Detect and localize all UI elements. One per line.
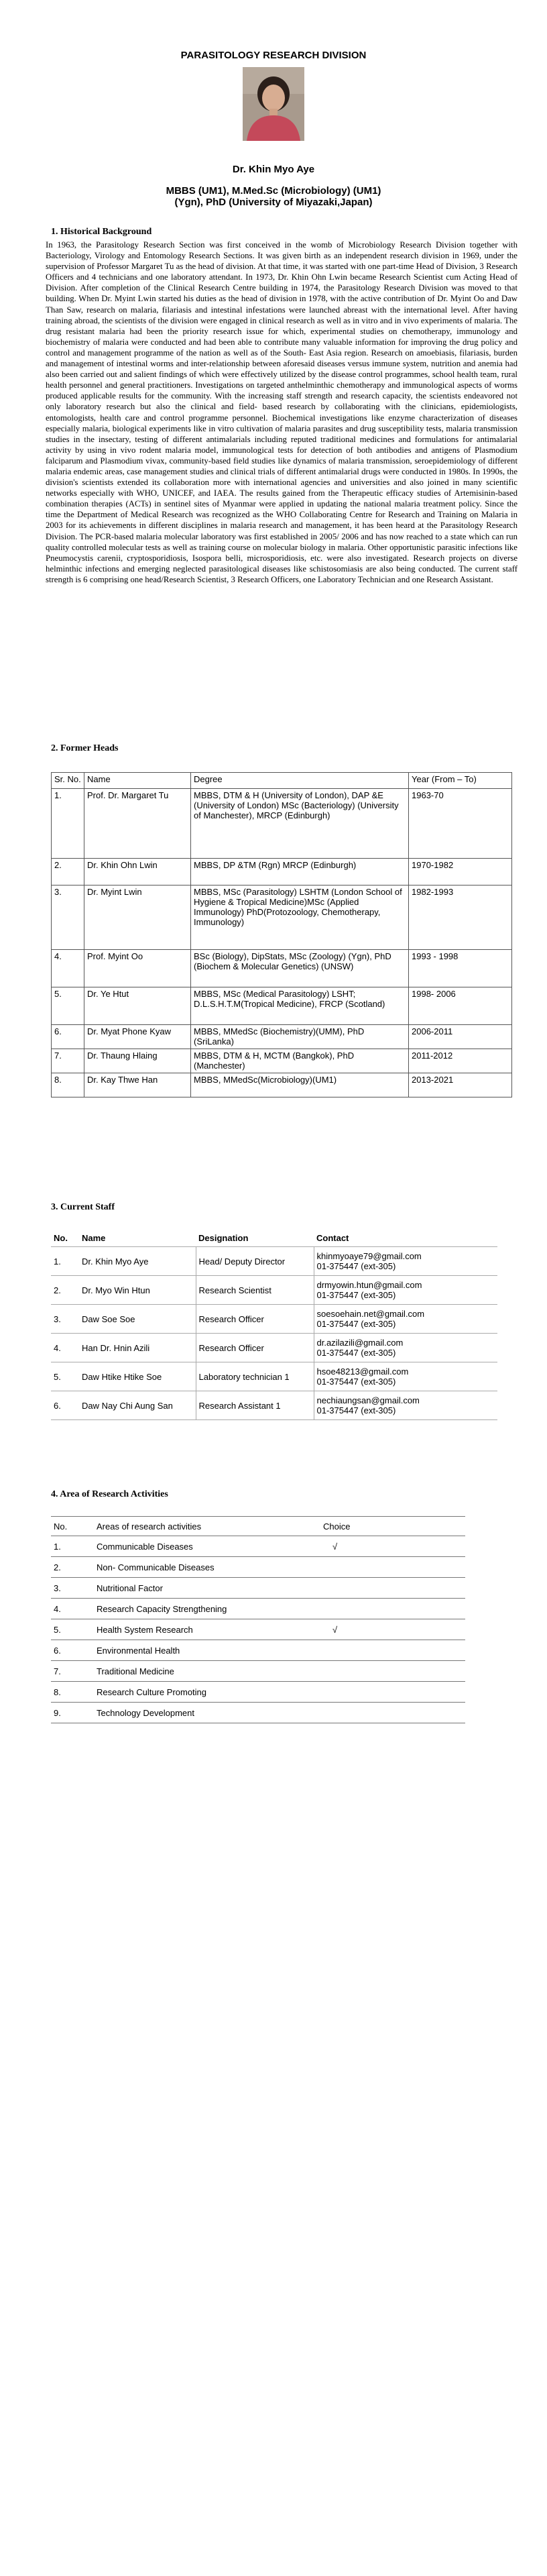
former-col-no: Sr. No. (52, 773, 84, 789)
former-head-row (52, 950, 512, 987)
research-area-row (51, 1661, 465, 1682)
staff-designation: Research Officer (196, 1334, 314, 1362)
research-areas-heading: 4. Area of Research Activities (51, 1489, 168, 1499)
former-name: Prof. Myint Oo (84, 950, 191, 987)
former-name: Prof. Dr. Margaret Tu (84, 789, 191, 859)
area-no: 9. (51, 1703, 94, 1723)
area-choice-mark (320, 1599, 465, 1619)
staff-row (51, 1305, 497, 1334)
staff-contact (314, 1247, 497, 1276)
research-area-row (51, 1682, 465, 1703)
areas-col-no: No. (51, 1517, 94, 1536)
staff-designation: Research Assistant 1 (196, 1391, 314, 1420)
area-name: Technology Development (94, 1703, 320, 1723)
portrait-photo (243, 67, 304, 141)
portrait-image (243, 67, 304, 141)
former-degree: MBBS, MSc (Parasitology) LSHTM (London School of Hygiene & Tropical Medicine)MSc (Applied Immunology) PhD(Protozoology, Chemotherapy, Immunology) (191, 885, 409, 950)
former-year: 2013-2021 (409, 1073, 512, 1097)
former-head-row (52, 885, 512, 950)
former-col-year: Year (From – To) (409, 773, 512, 789)
staff-phone: 01-375447 (ext-305) (316, 1290, 396, 1300)
former-name: Dr. Myat Phone Kyaw (84, 1025, 191, 1049)
former-head-row (52, 859, 512, 885)
former-col-degree: Degree (191, 773, 409, 789)
former-head-row (52, 1025, 512, 1049)
area-choice-mark (320, 1661, 465, 1682)
staff-name: Dr. Myo Win Htun (79, 1276, 196, 1305)
staff-name: Dr. Khin Myo Aye (79, 1247, 196, 1276)
area-no: 1. (51, 1536, 94, 1557)
former-degree: MBBS, DTM & H, MCTM (Bangkok), PhD (Manchester) (191, 1049, 409, 1073)
area-name: Environmental Health (94, 1640, 320, 1661)
history-heading: 1. Historical Background (51, 227, 152, 237)
former-heads-table (51, 772, 512, 1097)
area-choice-mark: √ (320, 1619, 465, 1640)
area-no: 3. (51, 1578, 94, 1599)
former-head-row (52, 789, 512, 859)
staff-row (51, 1362, 497, 1391)
area-name: Health System Research (94, 1619, 320, 1640)
research-areas-table (51, 1516, 465, 1723)
former-year: 1982-1993 (409, 885, 512, 950)
former-no: 8. (52, 1073, 84, 1097)
areas-header-row (51, 1517, 465, 1536)
former-year: 1963-70 (409, 789, 512, 859)
staff-row (51, 1276, 497, 1305)
former-no: 4. (52, 950, 84, 987)
area-no: 2. (51, 1557, 94, 1578)
former-year: 1998- 2006 (409, 987, 512, 1025)
area-name: Non- Communicable Diseases (94, 1557, 320, 1578)
staff-contact (314, 1305, 497, 1334)
staff-phone: 01-375447 (ext-305) (316, 1261, 396, 1271)
research-area-row (51, 1599, 465, 1619)
research-area-row (51, 1536, 465, 1557)
staff-designation: Laboratory technician 1 (196, 1362, 314, 1391)
former-degree: MBBS, DP &TM (Rgn) MRCP (Edinburgh) (191, 859, 409, 885)
former-no: 1. (52, 789, 84, 859)
former-degree: MBBS, DTM & H (University of London), DAP &E (University of London) MSc (Bacteriology) (University of Manchester), MRCP (Edinburgh) (191, 789, 409, 859)
staff-col-contact: Contact (314, 1229, 497, 1247)
current-staff-heading: 3. Current Staff (51, 1202, 115, 1212)
staff-col-no: No. (51, 1229, 79, 1247)
staff-phone: 01-375447 (ext-305) (316, 1348, 396, 1358)
staff-email: drmyowin.htun@gmail.com (316, 1280, 422, 1290)
former-degree: MBBS, MMedSc (Biochemistry)(UMM), PhD (SriLanka) (191, 1025, 409, 1049)
staff-header-row (51, 1229, 497, 1247)
staff-row (51, 1391, 497, 1420)
staff-email: hsoe48213@gmail.com (316, 1366, 409, 1377)
former-degree: BSc (Biology), DipStats, MSc (Zoology) (Ygn), PhD (Biochem & Molecular Genetics) (UNSW) (191, 950, 409, 987)
former-name: Dr. Thaung Hlaing (84, 1049, 191, 1073)
staff-phone: 01-375447 (ext-305) (316, 1405, 396, 1415)
staff-no: 1. (51, 1247, 79, 1276)
area-choice-mark: √ (320, 1536, 465, 1557)
former-degree: MBBS, MSc (Medical Parasitology) LSHT; D.L.S.H.T.M(Tropical Medicine), FRCP (Scotland) (191, 987, 409, 1025)
area-choice-mark (320, 1557, 465, 1578)
staff-designation: Research Scientist (196, 1276, 314, 1305)
former-col-name: Name (84, 773, 191, 789)
staff-name: Daw Nay Chi Aung San (79, 1391, 196, 1420)
former-degree: MBBS, MMedSc(Microbiology)(UM1) (191, 1073, 409, 1097)
head-name: Dr. Khin Myo Aye (232, 164, 315, 175)
staff-no: 2. (51, 1276, 79, 1305)
staff-col-designation: Designation (196, 1229, 314, 1247)
staff-table-body (51, 1247, 497, 1420)
former-name: Dr. Khin Ohn Lwin (84, 859, 191, 885)
former-head-row (52, 987, 512, 1025)
area-no: 5. (51, 1619, 94, 1640)
current-staff-table (51, 1229, 497, 1420)
page-title: PARASITOLOGY RESEARCH DIVISION (180, 50, 367, 61)
area-name: Nutritional Factor (94, 1578, 320, 1599)
former-year: 2011-2012 (409, 1049, 512, 1073)
former-head-row (52, 1049, 512, 1073)
area-no: 4. (51, 1599, 94, 1619)
staff-row (51, 1334, 497, 1362)
staff-no: 3. (51, 1305, 79, 1334)
research-area-row (51, 1619, 465, 1640)
former-no: 2. (52, 859, 84, 885)
area-choice-mark (320, 1703, 465, 1723)
area-name: Research Capacity Strengthening (94, 1599, 320, 1619)
staff-no: 5. (51, 1362, 79, 1391)
former-no: 5. (52, 987, 84, 1025)
former-head-row (52, 1073, 512, 1097)
staff-row (51, 1247, 497, 1276)
area-name: Traditional Medicine (94, 1661, 320, 1682)
research-area-row (51, 1578, 465, 1599)
research-area-row (51, 1640, 465, 1661)
areas-col-area: Areas of research activities (94, 1517, 320, 1536)
areas-table-body (51, 1536, 465, 1723)
former-year: 2006-2011 (409, 1025, 512, 1049)
staff-email: nechiaungsan@gmail.com (316, 1395, 420, 1405)
former-name: Dr. Kay Thwe Han (84, 1073, 191, 1097)
history-text: In 1963, the Parasitology Research Section was first conceived in the womb of Microbiology Research Division together with Bacteriology, Virology and Entomology Research Sections. It was given birth as an independent research division in 1969, under the supervision of Professor Margaret Tu as the head of division. At that time, it was started with one part-time Head of Division, 3 Research Officers and 4 technicians and one laboratory attendant. In 1973, Dr. Khin Ohn Lwin became Research Scientist cum Acting Head of Division. After completion of the Clinical Research Centre building in 1974, the Parasitology Research Division was moved to that building. When Dr. Myint Lwin started his duties as the head of division in 1978, with the active contribution of Dr. Myint Oo and Daw Than Saw, research on malaria, filariasis and intestinal infestations were launched abreast with the international level. After having training abroad, the scientists of the division were engaged in clinical research as well as in vitro and in vivo experiments of malaria. The drug resistant malaria had been the priority research issue for which, experimental studies on chemotherapy, immunology and biochemistry of malaria were conducted and had been able to contribute many valuable information for improving the drug policy and control and management programme of the nation as well as of the South- East Asia region. Research on amoebiasis, filariasis, burden and management of intestinal worms and inter-relationship between aforesaid diseases versus immune system, nutrition and anemia had also been carried out and salient findings of which were effectively utilized by the disease control programmes, school health team, rural health personnel and general practitioners. Investigations on targeted anthelminthic chemotherapy and immunological aspects of worms produced applicable results for the community. With the increasing staff strength and research capacity, the scientists endeavored not only laboratory research but also the clinical and field- based research by collaborating with the clinicians, epidemiologists, entomologists, health care and control programme personnel. Biochemical investigations like enzyme characterization of diseases especially malaria, biological experiments like in vitro cultivation of malaria parasites and drug susceptibility tests, malaria transmission studies in the insectary, testing of different antimalarials including reputed traditional medicines and formulations for antimalarial activity by using in vivo rodent malaria model, immunological tests for detection of both antibodies and antigens of Plasmodium falciparum and Plasmodium vivax, community-based field studies like dynamics of malaria transmission, seroepidemiology of different malaria endemic areas, case management studies and clinical trials of different antimalarial drugs were conducted in 1980s. In 1990s, the division's scientists extended its collaboration more with international agencies and universities and also joined in many scientific networks especially with WHO, UNICEF, and IAEA. The results gained from the Therapeutic efficacy studies of Artemisinin-based combination therapies (ACTs) in sentinel sites of Myanmar were applied in updating the national malaria treatment policy. Since the time the Department of Medical Research was recognized as the WHO Collaborating Centre for Research and Training on Malaria in 2003 for its achievements in different disciplines in malaria research and management, it has been heard at the Parasitology Research Division. The PCR-based malaria molecular laboratory was first established in 2005/ 2006 and has now reached to a state which can run quality controlled molecular tests as well as training course on molecular biology in malaria. Other opportunistic parasitic infections like Pneumocystis carenii, cryptosporidiosis, Isospora belli, microsporidiosis, etc. were also investigated. Research projects on diverse helminthic infections and emerging neglected parasitological diseases like schistosomiasis are also being conducted. The current staff strength is 6 comprising one head/Research Scientist, 3 Research Officers, one Laboratory Technician and one Research Assistant. (46, 240, 518, 584)
former-no: 3. (52, 885, 84, 950)
staff-no: 4. (51, 1334, 79, 1362)
research-area-row (51, 1557, 465, 1578)
staff-contact (314, 1334, 497, 1362)
former-no: 7. (52, 1049, 84, 1073)
staff-email: soesoehain.net@gmail.com (316, 1309, 425, 1319)
former-name: Dr. Myint Lwin (84, 885, 191, 950)
staff-name: Daw Soe Soe (79, 1305, 196, 1334)
staff-email: dr.azilazili@gmail.com (316, 1338, 404, 1348)
staff-contact (314, 1391, 497, 1420)
former-heads-heading: 2. Former Heads (51, 743, 119, 753)
staff-no: 6. (51, 1391, 79, 1420)
former-header-row (52, 773, 512, 789)
area-no: 6. (51, 1640, 94, 1661)
staff-contact (314, 1362, 497, 1391)
former-no: 6. (52, 1025, 84, 1049)
staff-name: Daw Htike Htike Soe (79, 1362, 196, 1391)
staff-name: Han Dr. Hnin Azili (79, 1334, 196, 1362)
head-degrees-line2: (Ygn), PhD (University of Miyazaki,Japan) (174, 197, 373, 208)
former-name: Dr. Ye Htut (84, 987, 191, 1025)
area-name: Research Culture Promoting (94, 1682, 320, 1703)
former-heads-table-body (52, 773, 512, 1097)
areas-col-choice: Choice (320, 1517, 465, 1536)
head-degrees-line1: MBBS (UM1), M.Med.Sc (Microbiology) (UM1) (166, 185, 381, 197)
area-choice-mark (320, 1578, 465, 1599)
former-year: 1993 - 1998 (409, 950, 512, 987)
staff-designation: Research Officer (196, 1305, 314, 1334)
area-choice-mark (320, 1682, 465, 1703)
area-no: 7. (51, 1661, 94, 1682)
area-choice-mark (320, 1640, 465, 1661)
staff-contact (314, 1276, 497, 1305)
area-name: Communicable Diseases (94, 1536, 320, 1557)
staff-designation: Head/ Deputy Director (196, 1247, 314, 1276)
research-area-row (51, 1703, 465, 1723)
staff-phone: 01-375447 (ext-305) (316, 1377, 396, 1387)
staff-email: khinmyoaye79@gmail.com (316, 1251, 422, 1261)
staff-phone: 01-375447 (ext-305) (316, 1319, 396, 1329)
staff-col-name: Name (79, 1229, 196, 1247)
area-no: 8. (51, 1682, 94, 1703)
former-year: 1970-1982 (409, 859, 512, 885)
